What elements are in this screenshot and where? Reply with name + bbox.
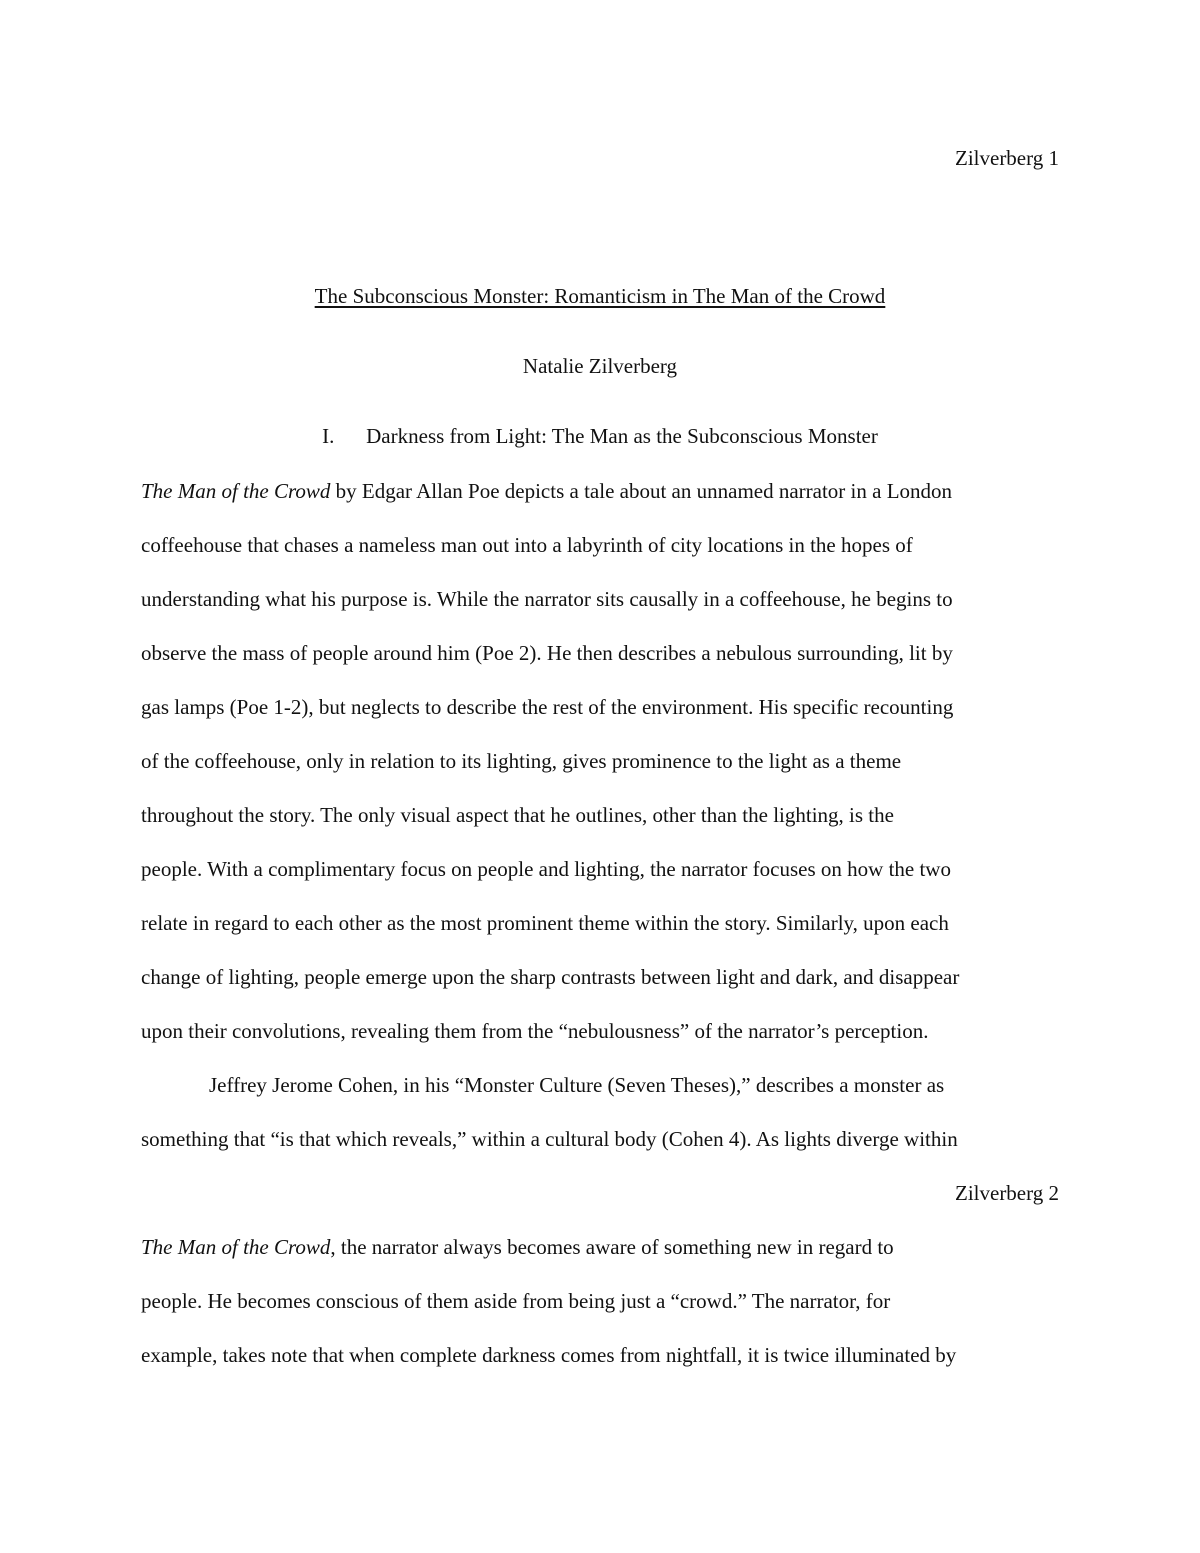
work-title-italic-page2: The Man of the Crowd [141, 1235, 331, 1259]
paragraph1-line5: gas lamps (Poe 1-2), but neglects to describe the rest of the environment. His specific recounting [141, 695, 954, 719]
section-number: I. [322, 424, 335, 448]
paragraph1-line9: relate in regard to each other as the most prominent theme within the story. Similarly, upon each [141, 911, 949, 935]
paragraph1-line6: of the coffeehouse, only in relation to its lighting, gives prominence to the light as a theme [141, 749, 902, 773]
page2-paragraph-line2: people. He becomes conscious of them aside from being just a “crowd.” The narrator, for [141, 1289, 891, 1313]
paragraph1-line11: upon their convolutions, revealing them from the “nebulousness” of the narrator’s perception. [141, 1019, 929, 1043]
paragraph1-line10: change of lighting, people emerge upon the sharp contrasts between light and dark, and disappear [141, 965, 960, 989]
running-header-page2: Zilverberg 2 [955, 1181, 1059, 1205]
section-title: Darkness from Light: The Man as the Subconscious Monster [366, 424, 878, 448]
paragraph1-line3: understanding what his purpose is. While the narrator sits causally in a coffeehouse, he begins to [141, 587, 953, 611]
page2-paragraph-line3: example, takes note that when complete darkness comes from nightfall, it is twice illuminated by [141, 1343, 957, 1367]
work-title-italic: The Man of the Crowd [141, 479, 331, 503]
paragraph1-line1-text: by Edgar Allan Poe depicts a tale about an unnamed narrator in a London [330, 479, 953, 503]
page2-paragraph-line1-text: , the narrator always becomes aware of something new in regard to [330, 1235, 894, 1259]
paragraph1-line1 [141, 478, 1061, 504]
paragraph2-line2: something that “is that which reveals,” within a cultural body (Cohen 4). As lights diverge within [141, 1127, 958, 1151]
section-heading [141, 423, 1059, 449]
paragraph2-line1: Jeffrey Jerome Cohen, in his “Monster Culture (Seven Theses),” describes a monster as [209, 1073, 945, 1097]
paragraph1-line7: throughout the story. The only visual aspect that he outlines, other than the lighting, is the [141, 803, 894, 827]
paragraph1-line8: people. With a complimentary focus on people and lighting, the narrator focuses on how the two [141, 857, 951, 881]
paragraph1-line4: observe the mass of people around him (Poe 2). He then describes a nebulous surrounding, lit by [141, 641, 953, 665]
page2-paragraph-line1 [141, 1234, 1061, 1260]
paper-title [141, 283, 1059, 309]
paper-title-text: The Subconscious Monster: Romanticism in The Man of the Crowd [314, 284, 886, 308]
paragraph1-line2: coffeehouse that chases a nameless man out into a labyrinth of city locations in the hopes of [141, 533, 913, 557]
author-name: Natalie Zilverberg [522, 354, 678, 378]
running-header-page1: Zilverberg 1 [955, 146, 1059, 170]
